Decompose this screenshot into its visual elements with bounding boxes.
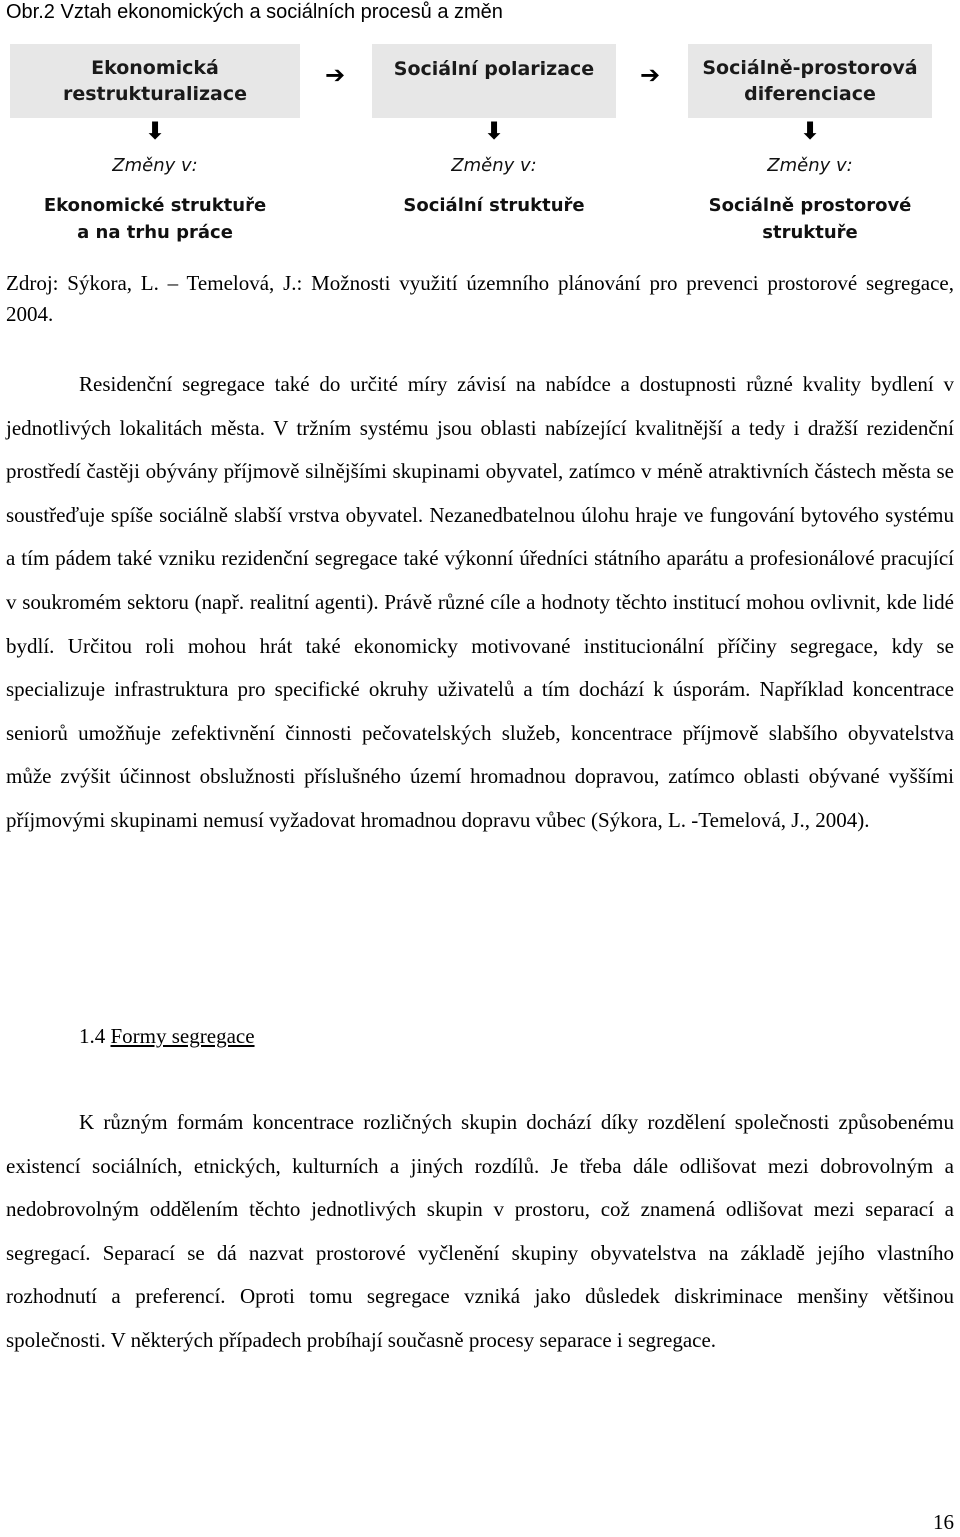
arrow-down-icon: ⬇: [799, 117, 821, 145]
diagram-column-social: [372, 44, 616, 219]
figure-caption: Obr.2 Vztah ekonomických a sociálních procesů a změn: [6, 1, 503, 23]
diagram-column-economic: [10, 44, 300, 246]
arrow-right-icon: ➔: [640, 61, 661, 89]
diagram-column-spatial: [688, 44, 932, 246]
section-heading: [79, 1019, 255, 1053]
box-title: Ekonomická restrukturalizace: [62, 57, 248, 105]
process-diagram: [0, 44, 960, 260]
changes-label: Změny v:: [451, 155, 537, 176]
section-number: 1.4: [79, 1024, 106, 1048]
changes-label: Změny v:: [112, 155, 198, 176]
box-socio-spatial-differentiation: [688, 44, 932, 118]
box-economic-restructuring: [10, 44, 300, 118]
section-title: Formy segregace: [110, 1024, 255, 1048]
paragraph-forms-of-segregation: K různým formám koncentrace rozličných skupin dochází díky rozdělení společnosti způsobenému existencí sociálních, etnických, kulturních a jiných rozdílů. Je třeba dále odlišovat mezi dobrovolným a nedobrovolným oddělením těchto jednotlivých skupin v prostoru, což znamená odlišovat mezi separací a segregací. Separací se dá nazvat prostorové vyčlenění skupiny obyvatelstva na základě jejího vlastního rozhodnutí a preferencí. Oproti tomu segregace vzniká jako důsledek diskriminace menšiny většinou společnosti. V některých případech probíhají současně procesy separace i segregace.: [6, 1110, 954, 1352]
arrow-down-icon: ⬇: [483, 117, 505, 145]
changes-label: Změny v:: [767, 155, 853, 176]
page-number: 16: [933, 1510, 954, 1534]
structure-label: Sociálně prostorové struktuře: [708, 195, 912, 243]
arrow-down-icon: ⬇: [144, 117, 166, 145]
box-title: Sociální polarizace: [393, 58, 595, 80]
structure-label: Ekonomické struktuře a na trhu práce: [43, 195, 267, 243]
paragraph-residential-segregation: Residenční segregace také do určité míry závisí na nabídce a dostupnosti různé kvality bydlení v jednotlivých lokalitách města. V tržním systému jsou oblasti nabízející kvalitnější a tedy i dražší rezidenční prostředí častěji obývány příjmově silnějšími skupinami obyvatel, zatímco v méně atraktivních částech města se soustřeďuje spíše sociálně slabší vrstva obyvatel. Nezanedbatelnou úlohu hraje ve fungování bytového systému a tím pádem také vzniku rezidenční segregace také výkonní úředníci státního aparátu a profesionálové pracující v soukromém sektoru (např. realitní agenti). Právě různé cíle a hodnoty těchto institucí mohou ovlivnit, kde lidé bydlí. Určitou roli mohou hrát také ekonomicky motivované institucionální příčiny segregace, kdy se specializuje infrastruktura pro specifické okruhy uživatelů a tím dochází k úsporám. Například koncentrace seniorů umožňuje zefektivnění činnosti pečovatelských služeb, koncentrace příjmově slabšího obyvatelstva může zvýšit účinnost obslužnosti příslušného území hromadnou dopravou, zatímco oblasti obývané vyššími příjmovými skupinami nemusí vyžadovat hromadnou dopravu vůbec (Sýkora, L. -Temelová, J., 2004).: [6, 372, 954, 832]
box-social-polarization: [372, 44, 616, 118]
structure-label: Sociální struktuře: [403, 195, 585, 216]
box-title: Sociálně-prostorová diferenciace: [702, 57, 918, 105]
arrow-right-icon: ➔: [325, 61, 346, 89]
figure-source: Zdroj: Sýkora, L. – Temelová, J.: Možnosti využití územního plánování pro prevenci prostorové segregace, 2004.: [6, 271, 954, 326]
